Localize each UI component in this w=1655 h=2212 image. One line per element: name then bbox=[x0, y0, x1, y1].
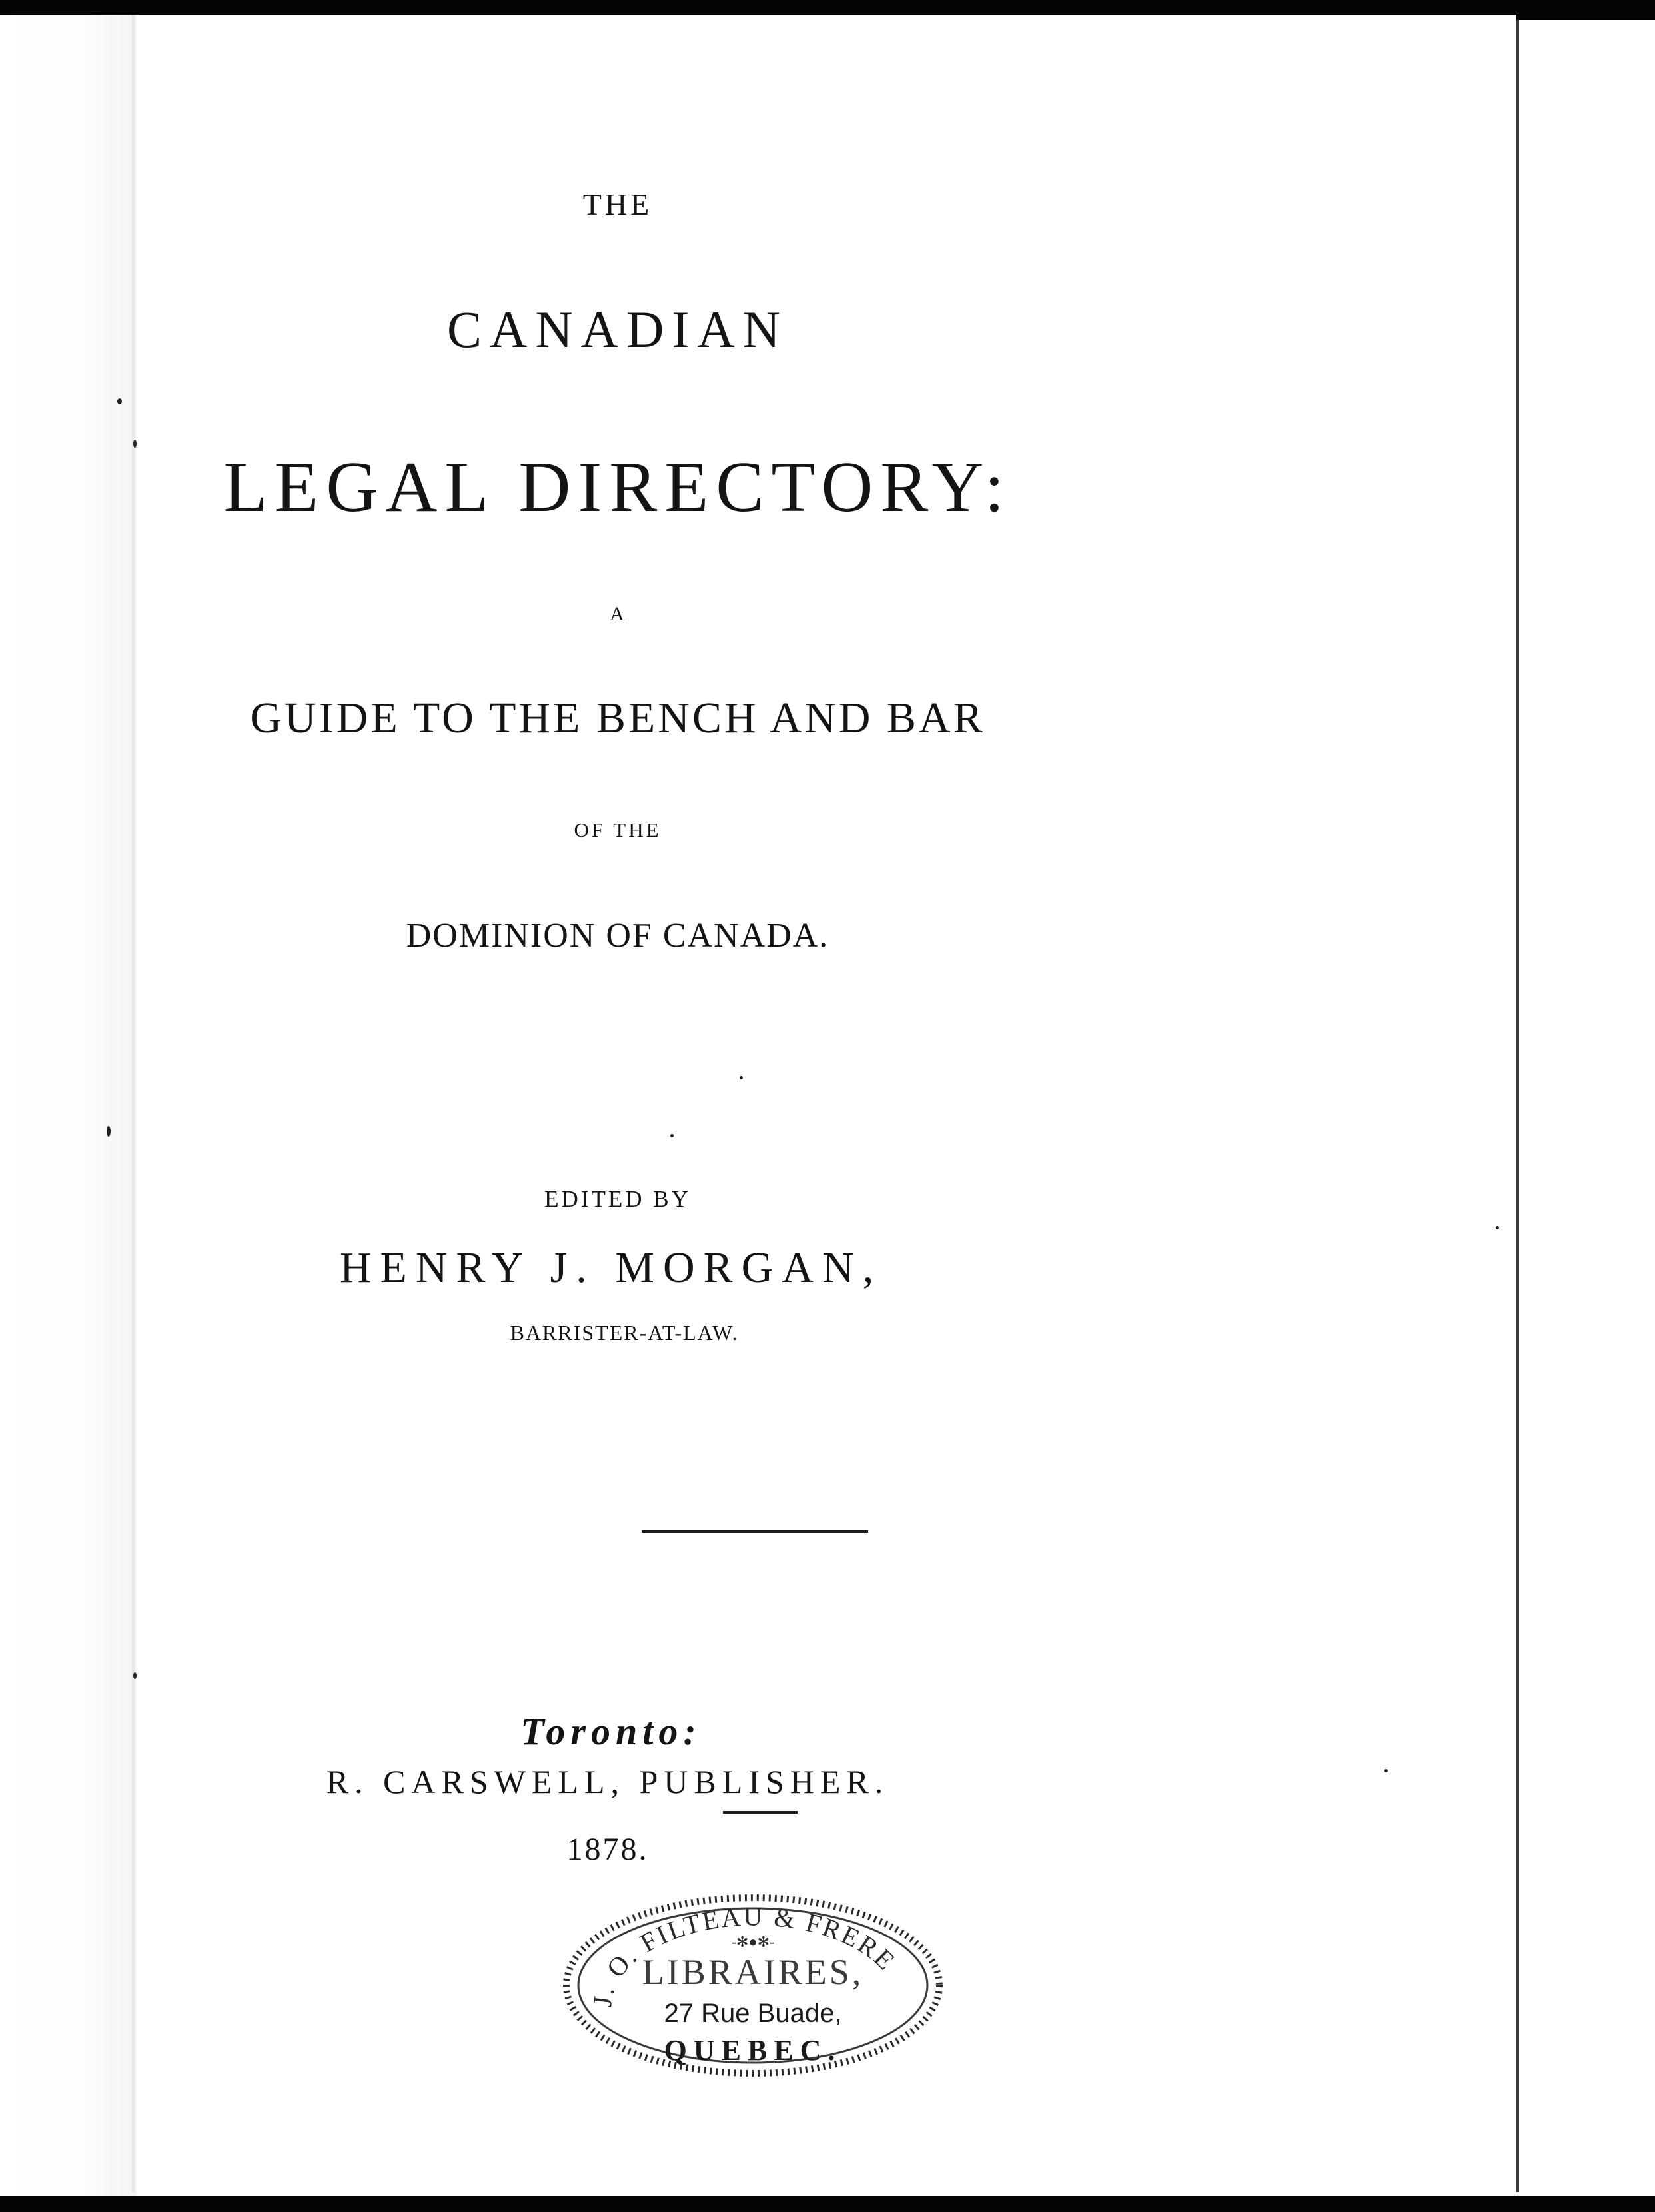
subtitle-a: A bbox=[610, 603, 626, 625]
bookseller-stamp bbox=[553, 1886, 953, 2085]
scan-bottom-border bbox=[0, 2196, 1655, 2212]
edited-by-label: EDITED BY bbox=[544, 1186, 691, 1212]
editor-name: HENRY J. MORGAN, bbox=[339, 1243, 883, 1292]
page-edge-line bbox=[1516, 13, 1519, 2192]
publication-year: 1878. bbox=[566, 1832, 649, 1867]
small-divider-rule bbox=[723, 1811, 798, 1814]
divider-rule bbox=[642, 1530, 868, 1533]
scan-top-right-border bbox=[1516, 0, 1655, 20]
stamp-line2: LIBRAIRES, bbox=[642, 1952, 864, 1992]
scan-top-border bbox=[0, 0, 1655, 15]
title-canadian: CANADIAN bbox=[447, 300, 788, 358]
subtitle-dominion: DOMINION OF CANADA. bbox=[406, 917, 829, 955]
stamp-ornament: -✻●✻- bbox=[731, 1934, 775, 1950]
editor-title: BARRISTER-AT-LAW. bbox=[510, 1321, 739, 1345]
subtitle-of-the: OF THE bbox=[574, 818, 662, 841]
right-margin bbox=[1516, 0, 1655, 2212]
stamp-line4: QUEBEC. bbox=[664, 2034, 842, 2067]
stamp-line3: 27 Rue Buade, bbox=[664, 1999, 842, 2028]
publisher-name: R. CARSWELL, PUBLISHER. bbox=[326, 1763, 889, 1800]
title-the: THE bbox=[582, 187, 653, 221]
stamp-line1: J. O. FILTEAU & FRERE bbox=[586, 1901, 903, 2009]
title-legal-directory: LEGAL DIRECTORY: bbox=[223, 448, 1012, 527]
publication-city: Toronto: bbox=[520, 1710, 702, 1753]
subtitle-guide: GUIDE TO THE BENCH AND BAR bbox=[250, 694, 985, 742]
